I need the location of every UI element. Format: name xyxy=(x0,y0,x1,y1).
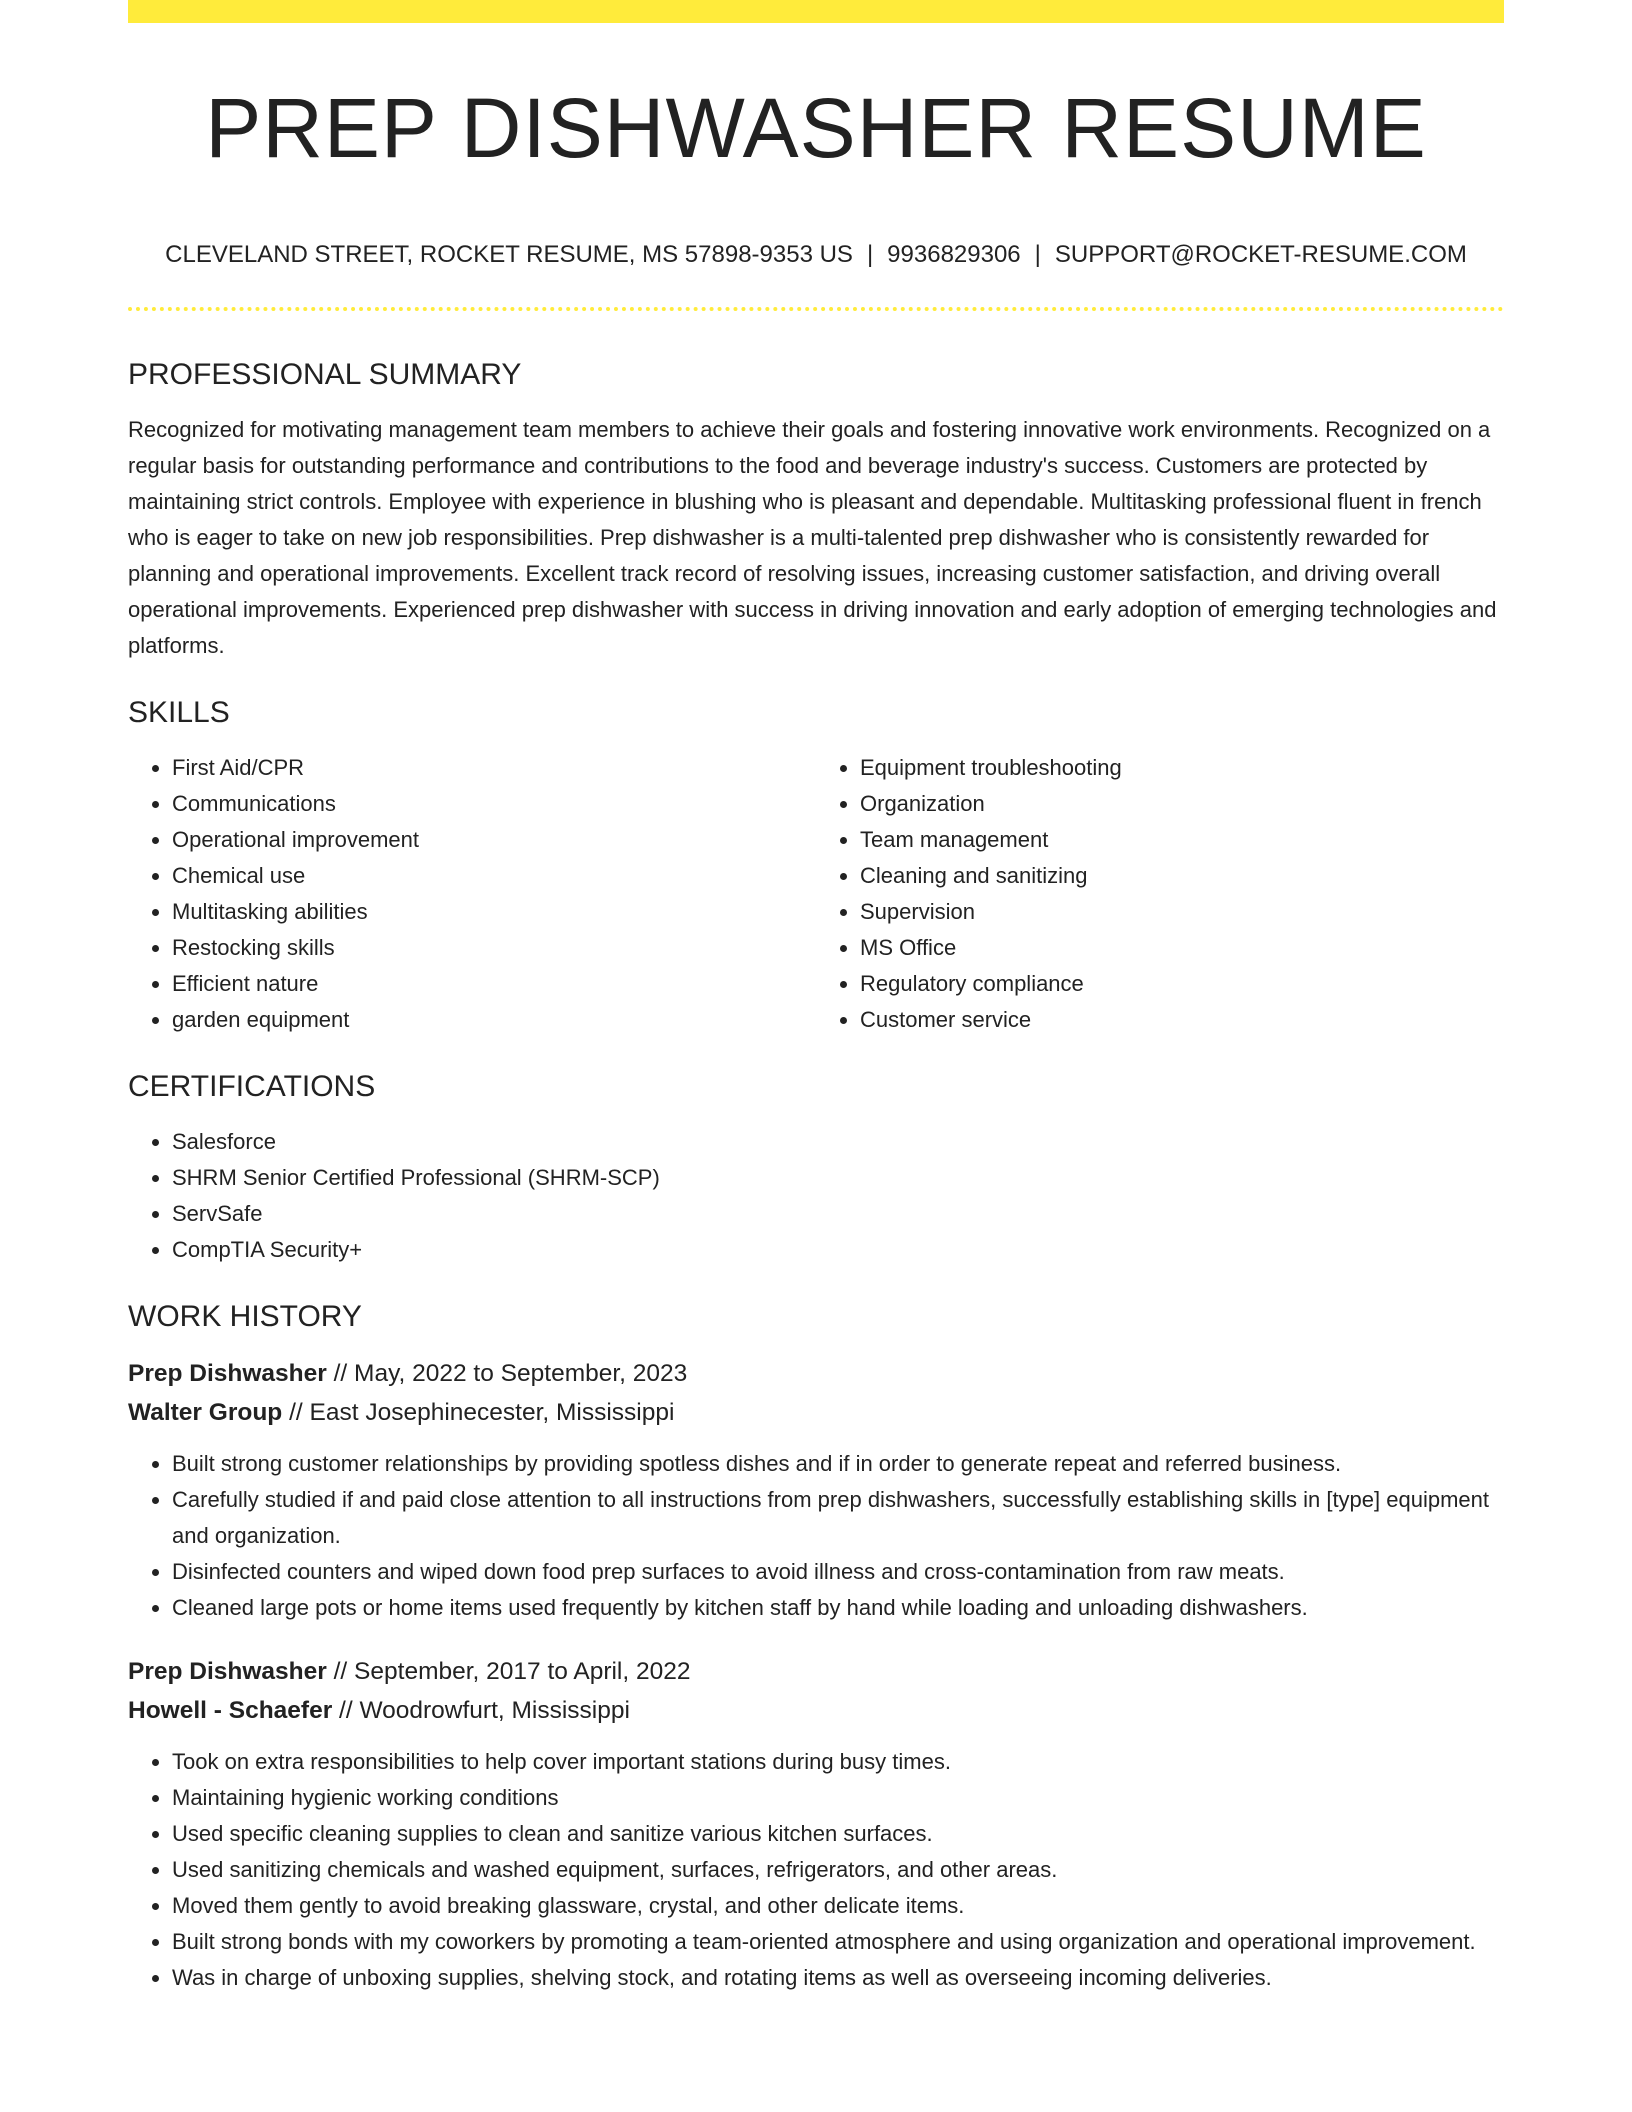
resume-title: PREP DISHWASHER RESUME xyxy=(205,81,1427,175)
skill-item: • Regulatory compliance xyxy=(860,966,1504,1002)
certification-item: • ServSafe xyxy=(172,1196,1504,1232)
skill-item: • Chemical use xyxy=(172,858,816,894)
skill-item: • Customer service xyxy=(860,1002,1504,1038)
skill-item: • MS Office xyxy=(860,930,1504,966)
job-location: // Woodrowfurt, Mississippi xyxy=(339,1697,630,1724)
skill-item: • Multitasking abilities xyxy=(172,894,816,930)
job-title: Prep Dishwasher xyxy=(128,1360,327,1387)
job-bullet: • Cleaned large pots or home items used frequently by kitchen staff by hand while loading and unloading dishwashers. xyxy=(172,1590,1504,1626)
skill-item: • Cleaning and sanitizing xyxy=(860,858,1504,894)
summary-text: Recognized for motivating management team members to achieve their goals and fostering innovative work environments. Recognized on a regular basis for outstanding performance and contributions to the food and beverage industry's success. Customers are protected by maintaining strict controls. Employee with experience in blushing who is pleasant and dependable. Multitasking professional fluent in french who is eager to take on new job responsibilities. Prep dishwasher is a multi-talented prep dishwasher who is consistently rewarded for planning and operational improvements. Excellent track record of resolving issues, increasing customer satisfaction, and driving overall operational improvements. Experienced prep dishwasher with success in driving innovation and early adoption of emerging technologies and platforms. xyxy=(128,417,1497,658)
contact-address: CLEVELAND STREET, ROCKET RESUME, MS 57898-9353 US xyxy=(165,241,853,268)
certifications-list xyxy=(128,1124,1504,1268)
certification-item: • CompTIA Security+ xyxy=(172,1232,1504,1268)
resume-body xyxy=(128,350,1504,1996)
job-bullet: • Used sanitizing chemicals and washed equipment, surfaces, refrigerators, and other areas. xyxy=(172,1852,1504,1888)
job-bullet: • Built strong customer relationships by providing spotless dishes and if in order to generate repeat and referred business. xyxy=(172,1446,1504,1482)
skill-item: • Communications xyxy=(172,786,816,822)
job-bullets xyxy=(128,1446,1504,1626)
skill-item: • Efficient nature xyxy=(172,966,816,1002)
skills-list-right xyxy=(816,750,1504,1038)
skill-item: • First Aid/CPR xyxy=(172,750,816,786)
skill-item: • Team management xyxy=(860,822,1504,858)
contact-line xyxy=(128,237,1504,273)
job-dates: // May, 2022 to September, 2023 xyxy=(333,1360,688,1387)
contact-separator: | xyxy=(1034,241,1041,268)
dotted-divider xyxy=(128,307,1504,311)
job-title-line xyxy=(128,1354,1504,1393)
skill-item: • Equipment troubleshooting xyxy=(860,750,1504,786)
skill-item: • garden equipment xyxy=(172,1002,816,1038)
job-title: Prep Dishwasher xyxy=(128,1658,327,1685)
job-bullets xyxy=(128,1744,1504,1996)
job-dates: // September, 2017 to April, 2022 xyxy=(333,1658,691,1685)
job-location: // East Josephinecester, Mississippi xyxy=(289,1399,675,1426)
job-bullet: • Moved them gently to avoid breaking glassware, crystal, and other delicate items. xyxy=(172,1888,1504,1924)
certifications-heading: CERTIFICATIONS xyxy=(128,1070,376,1103)
skills-columns xyxy=(128,750,1504,1038)
skill-item: • Operational improvement xyxy=(172,822,816,858)
certifications-section xyxy=(128,1062,1504,1268)
job-bullet: • Built strong bonds with my coworkers by promoting a team-oriented atmosphere and using organization and operational improvement. xyxy=(172,1924,1504,1960)
contact-phone: 9936829306 xyxy=(887,241,1021,268)
job-entry xyxy=(128,1652,1504,1996)
job-bullet: • Took on extra responsibilities to help cover important stations during busy times. xyxy=(172,1744,1504,1780)
job-company: Walter Group xyxy=(128,1399,283,1426)
job-company-line xyxy=(128,1393,1504,1432)
accent-bar xyxy=(128,0,1504,23)
skills-heading: SKILLS xyxy=(128,696,230,729)
certification-item: • SHRM Senior Certified Professional (SHRM-SCP) xyxy=(172,1160,1504,1196)
skills-section xyxy=(128,688,1504,1038)
job-bullet: • Maintaining hygienic working conditions xyxy=(172,1780,1504,1816)
skill-item: • Supervision xyxy=(860,894,1504,930)
skill-item: • Organization xyxy=(860,786,1504,822)
skills-list-left xyxy=(128,750,816,1038)
summary-section xyxy=(128,350,1504,664)
job-title-line xyxy=(128,1652,1504,1691)
work-history-section xyxy=(128,1292,1504,1996)
certification-item: • Salesforce xyxy=(172,1124,1504,1160)
job-entry xyxy=(128,1354,1504,1626)
job-company-line xyxy=(128,1691,1504,1730)
work-history-heading: WORK HISTORY xyxy=(128,1300,362,1333)
job-bullet: • Carefully studied if and paid close attention to all instructions from prep dishwashers, successfully establishing skills in [type] equipment and organization. xyxy=(172,1482,1504,1554)
job-bullet: • Used specific cleaning supplies to clean and sanitize various kitchen surfaces. xyxy=(172,1816,1504,1852)
job-bullet: • Was in charge of unboxing supplies, shelving stock, and rotating items as well as overseeing incoming deliveries. xyxy=(172,1960,1504,1996)
job-company: Howell - Schaefer xyxy=(128,1697,333,1724)
summary-heading: PROFESSIONAL SUMMARY xyxy=(128,358,522,391)
contact-separator: | xyxy=(866,241,874,268)
job-bullet: • Disinfected counters and wiped down food prep surfaces to avoid illness and cross-contamination from raw meats. xyxy=(172,1554,1504,1590)
contact-email: SUPPORT@ROCKET-RESUME.COM xyxy=(1054,241,1467,268)
skill-item: • Restocking skills xyxy=(172,930,816,966)
